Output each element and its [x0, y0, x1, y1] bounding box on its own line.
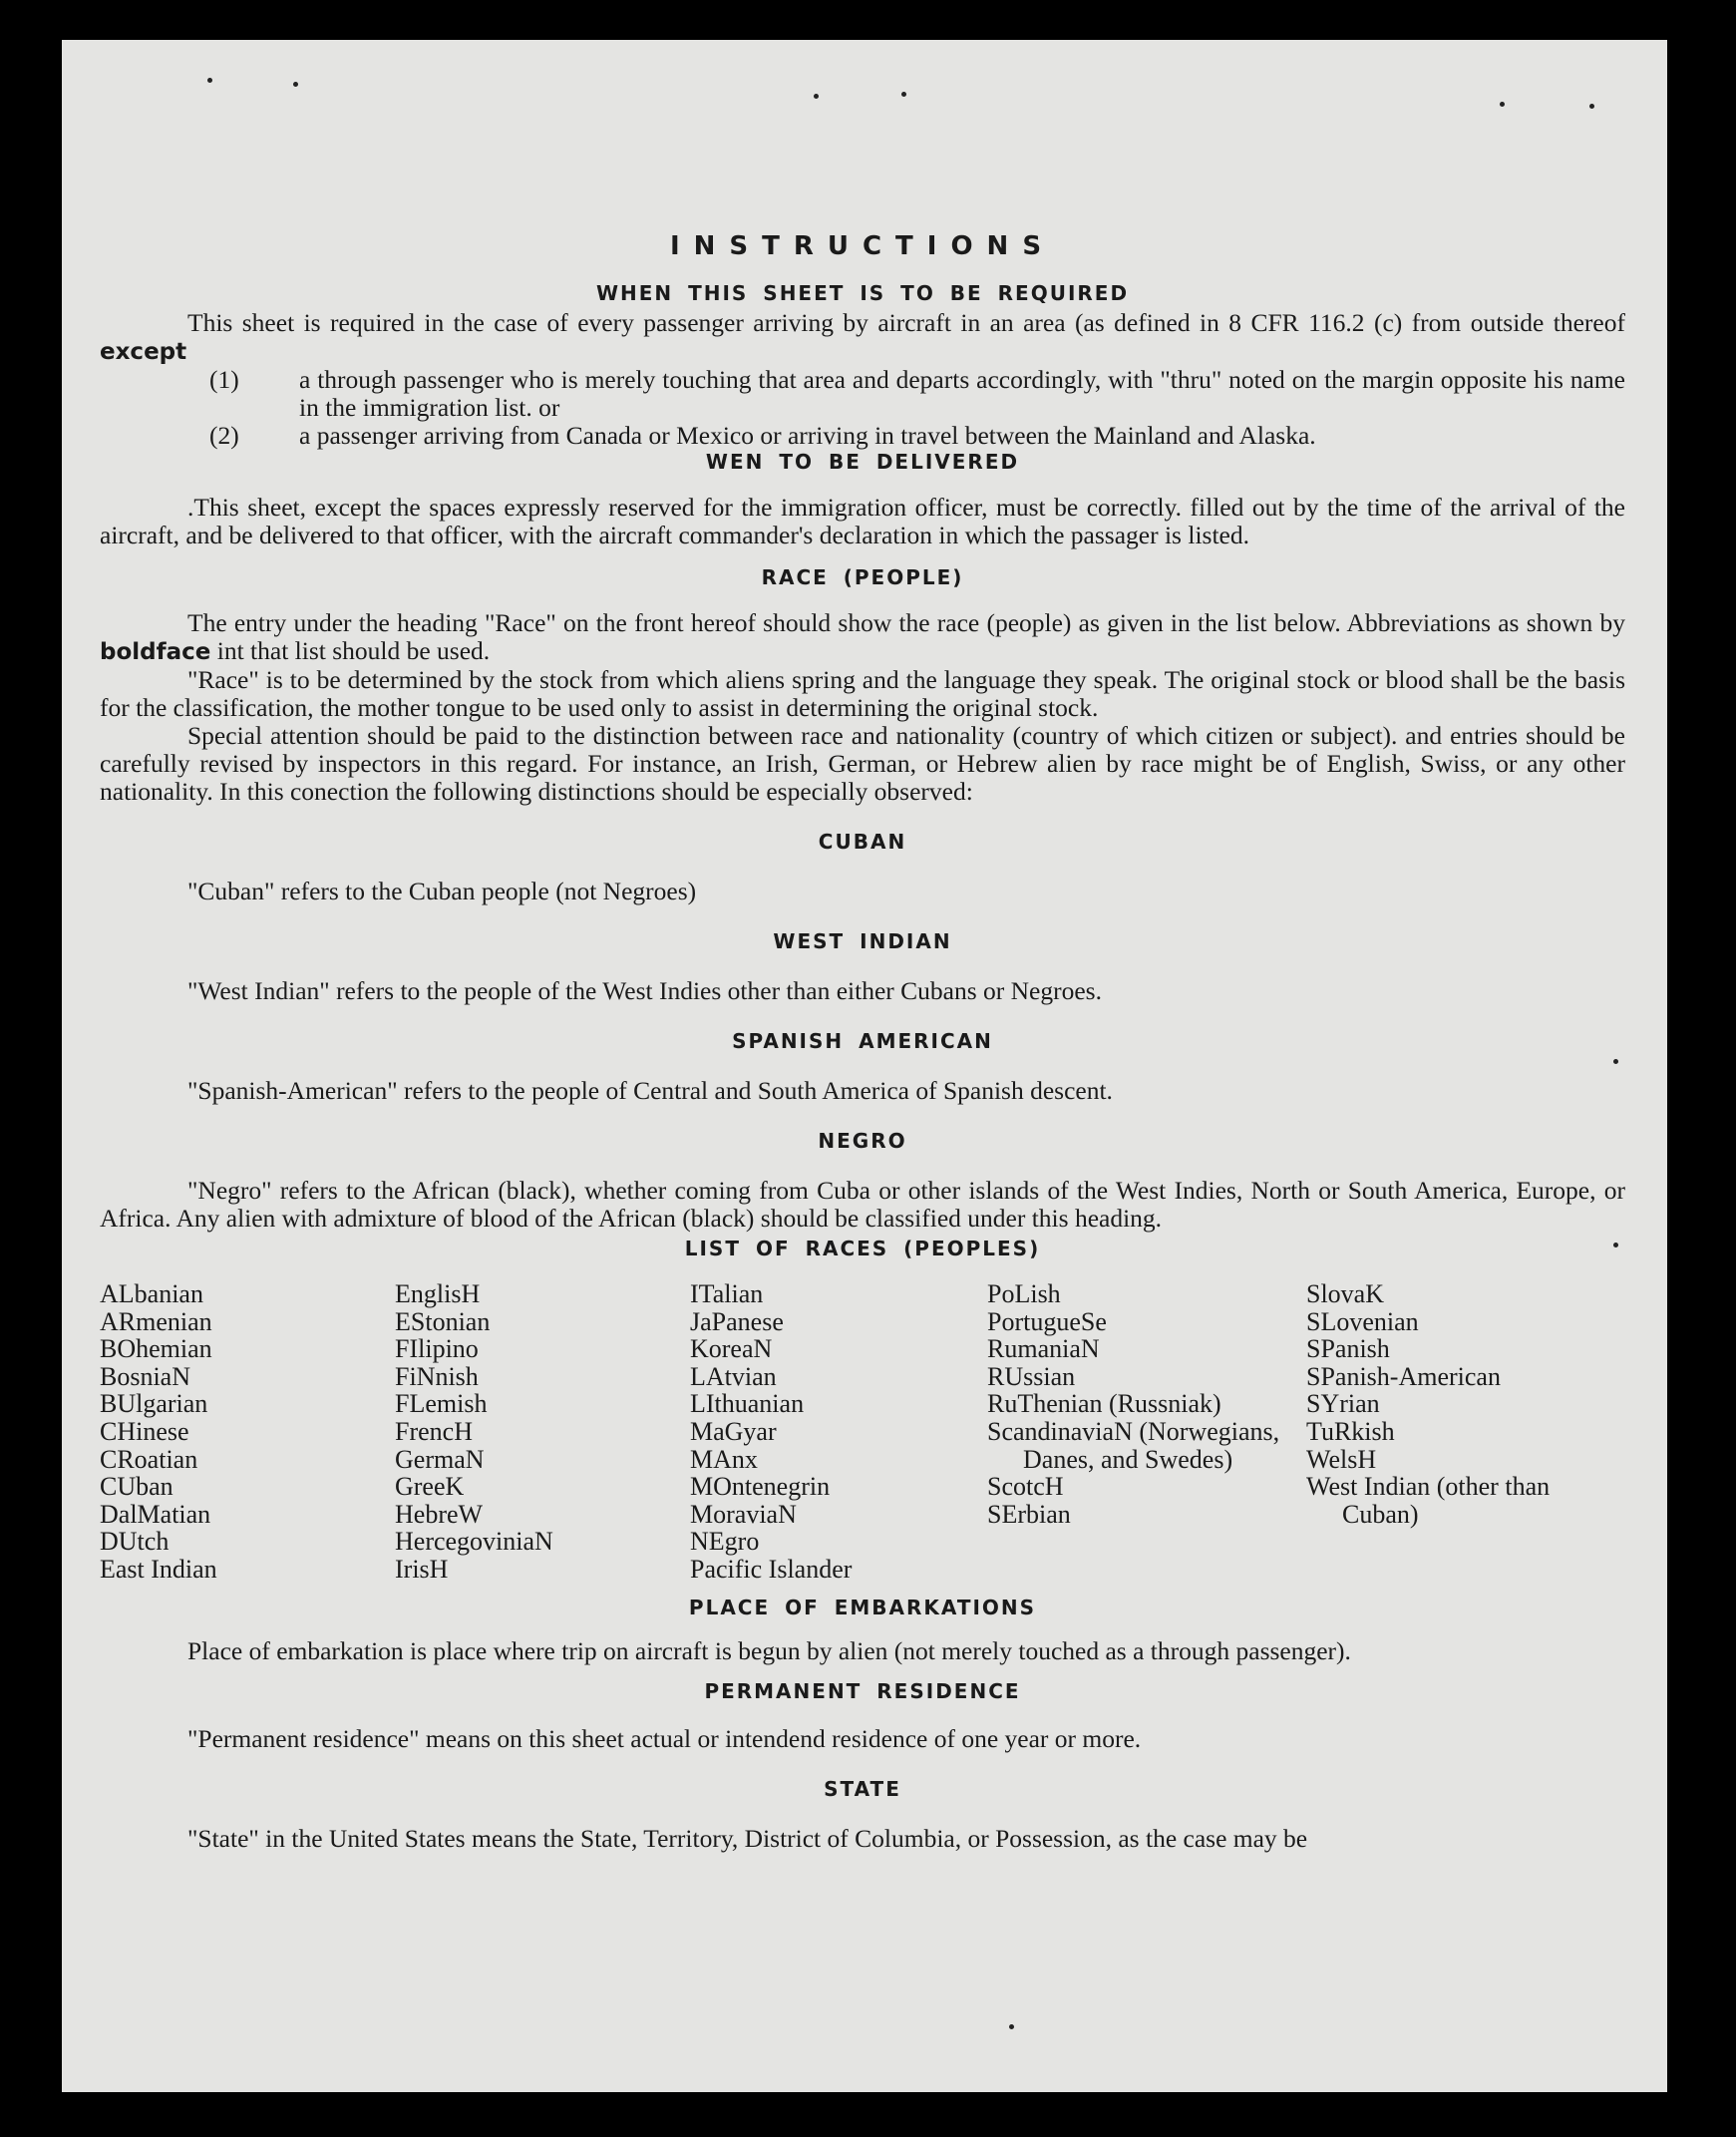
race-item: MoraviaN — [690, 1499, 797, 1529]
race-item: SErbian — [987, 1499, 1071, 1529]
race-paragraph-2: "Race" is to be determined by the stock from which aliens spring and the language they speak. The original stock or blood shall be the basis for the classification, the mother tongue to be used only to assist in determining the original stock. — [100, 665, 1625, 722]
race-item: NEgro — [690, 1527, 760, 1557]
race-item: KoreaN — [690, 1334, 773, 1364]
races-column — [100, 1280, 395, 1584]
required-intro-text: This sheet is required in the case of every passenger arriving by aircraft in an area (as defined in 8 CFR 116.2 (c) from outside thereof — [187, 308, 1625, 337]
boldface-word: boldface — [100, 639, 211, 665]
section-delivered — [100, 450, 1625, 549]
race-item: BOhemian — [100, 1334, 212, 1364]
races-column — [987, 1280, 1306, 1584]
exception-item — [209, 366, 1625, 422]
race-paragraph-1 — [100, 609, 1625, 666]
race-item: MOntenegrin — [690, 1472, 831, 1502]
race-item: WelsH — [1306, 1444, 1377, 1474]
spanish-american-text: "Spanish-American" refers to the people of Central and South America of Spanish descent. — [187, 1076, 1113, 1105]
exception-number: (2) — [209, 421, 239, 450]
race-item: West Indian (other than Cuban) — [1306, 1472, 1551, 1529]
heading-race: RACE (PEOPLE) — [761, 565, 964, 589]
scan-speck — [207, 78, 212, 83]
heading-when-delivered: WEN TO BE DELIVERED — [705, 450, 1020, 474]
residence-text: "Permanent residence" means on this sheet actual or intendend residence of one year or more. — [187, 1723, 1142, 1753]
heading-when-required: WHEN THIS SHEET IS TO BE REQUIRED — [595, 281, 1130, 305]
race-item: FLemish — [395, 1389, 488, 1419]
race-item: SLovenian — [1306, 1306, 1419, 1336]
race-item: DalMatian — [100, 1499, 211, 1529]
race-item: CHinese — [100, 1416, 189, 1446]
race-item: ARmenian — [100, 1306, 212, 1336]
race-item: RuThenian (Russniak) — [987, 1389, 1221, 1419]
page-title: INSTRUCTIONS — [669, 231, 1056, 261]
race-p1-text: The entry under the heading "Race" on the front hereof should show the race (people) as given in the list below. Abbreviations as shown by — [187, 608, 1625, 637]
race-item: SPanish — [1306, 1334, 1390, 1364]
scan-speck — [293, 82, 298, 87]
race-item: Pacific Islander — [690, 1554, 853, 1584]
race-item: RUssian — [987, 1361, 1076, 1391]
race-p1-tail: int that list should be used. — [216, 636, 491, 665]
race-item: ITalian — [690, 1279, 764, 1308]
embarkation-text: Place of embarkation is place where trip on aircraft is begun by alien (not merely touched as a through passenger). — [187, 1635, 1351, 1665]
race-item: ScandinaviaN (Norwegians, Danes, and Swedes) — [987, 1416, 1280, 1474]
race-item: LAtvian — [690, 1361, 777, 1391]
race-item: ALbanian — [100, 1279, 203, 1308]
heading-list-of-races: LIST OF RACES (PEOPLES) — [684, 1237, 1041, 1260]
scan-speck — [1009, 2024, 1014, 2029]
race-item: MAnx — [690, 1444, 758, 1474]
race-item: BosniaN — [100, 1361, 190, 1391]
race-item: FIlipino — [395, 1334, 479, 1364]
race-item: EStonian — [395, 1306, 491, 1336]
heading-place-of-embarkation: PLACE OF EMBARKATIONS — [688, 1595, 1037, 1619]
race-item: East Indian — [100, 1554, 217, 1584]
race-item: LIthuanian — [690, 1389, 805, 1419]
heading-negro: NEGRO — [818, 1129, 907, 1153]
race-item: PoLish — [987, 1279, 1061, 1308]
race-item: CUban — [100, 1472, 174, 1502]
races-list — [100, 1280, 1625, 1584]
race-item: PortugueSe — [987, 1306, 1107, 1336]
heading-state: STATE — [824, 1776, 901, 1801]
scan-speck — [814, 94, 819, 99]
race-paragraph-3: Special attention should be paid to the distinction between race and nationality (country of which citizen or subject). and entries should be carefully revised by inspectors in this regard. For instance, an Irish, German, or Hebrew alien by race might be of English, Swiss, or any other nationality. In this conection the following distinctions should be especially observed: — [100, 721, 1625, 806]
race-item: SlovaK — [1306, 1279, 1384, 1308]
heading-permanent-residence: PERMANENT RESIDENCE — [704, 1678, 1021, 1703]
race-item: IrisH — [395, 1554, 449, 1584]
race-item: ScotcH — [987, 1472, 1064, 1502]
races-column — [690, 1280, 987, 1584]
heading-cuban: CUBAN — [818, 830, 907, 854]
west-indian-text: "West Indian" refers to the people of the West Indies other than either Cubans or Negroes. — [187, 976, 1102, 1005]
race-item: BUlgarian — [100, 1389, 208, 1419]
exception-text: a passenger arriving from Canada or Mexico or arriving in travel between the Mainland and Alaska. — [299, 421, 1316, 450]
race-item: RumaniaN — [987, 1334, 1100, 1364]
instructions-content — [100, 189, 1625, 1853]
document-page — [62, 40, 1667, 2092]
section-list-of-races — [100, 1237, 1625, 1584]
race-item: FrencH — [395, 1416, 473, 1446]
state-text: "State" in the United States means the State, Territory, District of Columbia, or Possession, as the case may be — [187, 1823, 1308, 1853]
delivered-text: .This sheet, except the spaces expressly reserved for the immigration officer, must be correctly. filled out by the time of the arrival of the aircraft, and be delivered to that officer, with the aircraft commander's declaration in which the passager is listed. — [100, 493, 1625, 549]
heading-spanish-american: SPANISH AMERICAN — [732, 1029, 993, 1053]
exception-text: a through passenger who is merely touching that area and departs accordingly, with "thru" noted on the margin opposite his name in the immigration list. or — [299, 365, 1625, 422]
race-item: HercegoviniaN — [395, 1527, 553, 1557]
race-item: DUtch — [100, 1527, 170, 1557]
section-required — [100, 281, 1625, 450]
race-item: GermaN — [395, 1444, 485, 1474]
race-item: SPanish-American — [1306, 1361, 1501, 1391]
race-item: HebreW — [395, 1499, 484, 1529]
exception-list — [100, 366, 1625, 450]
races-column — [395, 1280, 690, 1584]
cuban-text: "Cuban" refers to the Cuban people (not Negroes) — [187, 877, 697, 905]
race-item: JaPanese — [690, 1306, 784, 1336]
exception-item — [209, 422, 1625, 450]
except-word: except — [100, 339, 187, 365]
scan-speck — [901, 92, 906, 97]
race-item: MaGyar — [690, 1416, 777, 1446]
section-race — [100, 565, 1625, 806]
scan-speck — [1589, 104, 1594, 109]
race-item: EnglisH — [395, 1279, 481, 1308]
exception-number: (1) — [209, 365, 239, 394]
negro-text: "Negro" refers to the African (black), whether coming from Cuba or other islands of the West Indies, North or South America, Europe, or Africa. Any alien with admixture of blood of the African (black) should be classified under this heading. — [100, 1176, 1625, 1233]
races-column — [1306, 1280, 1625, 1584]
race-item: TuRkish — [1306, 1416, 1395, 1446]
heading-west-indian: WEST INDIAN — [773, 929, 952, 953]
race-item: FiNnish — [395, 1361, 479, 1391]
required-intro — [100, 309, 1625, 366]
race-item: CRoatian — [100, 1444, 198, 1474]
race-item: GreeK — [395, 1472, 465, 1502]
scan-speck — [1500, 102, 1505, 107]
race-item: SYrian — [1306, 1389, 1380, 1419]
